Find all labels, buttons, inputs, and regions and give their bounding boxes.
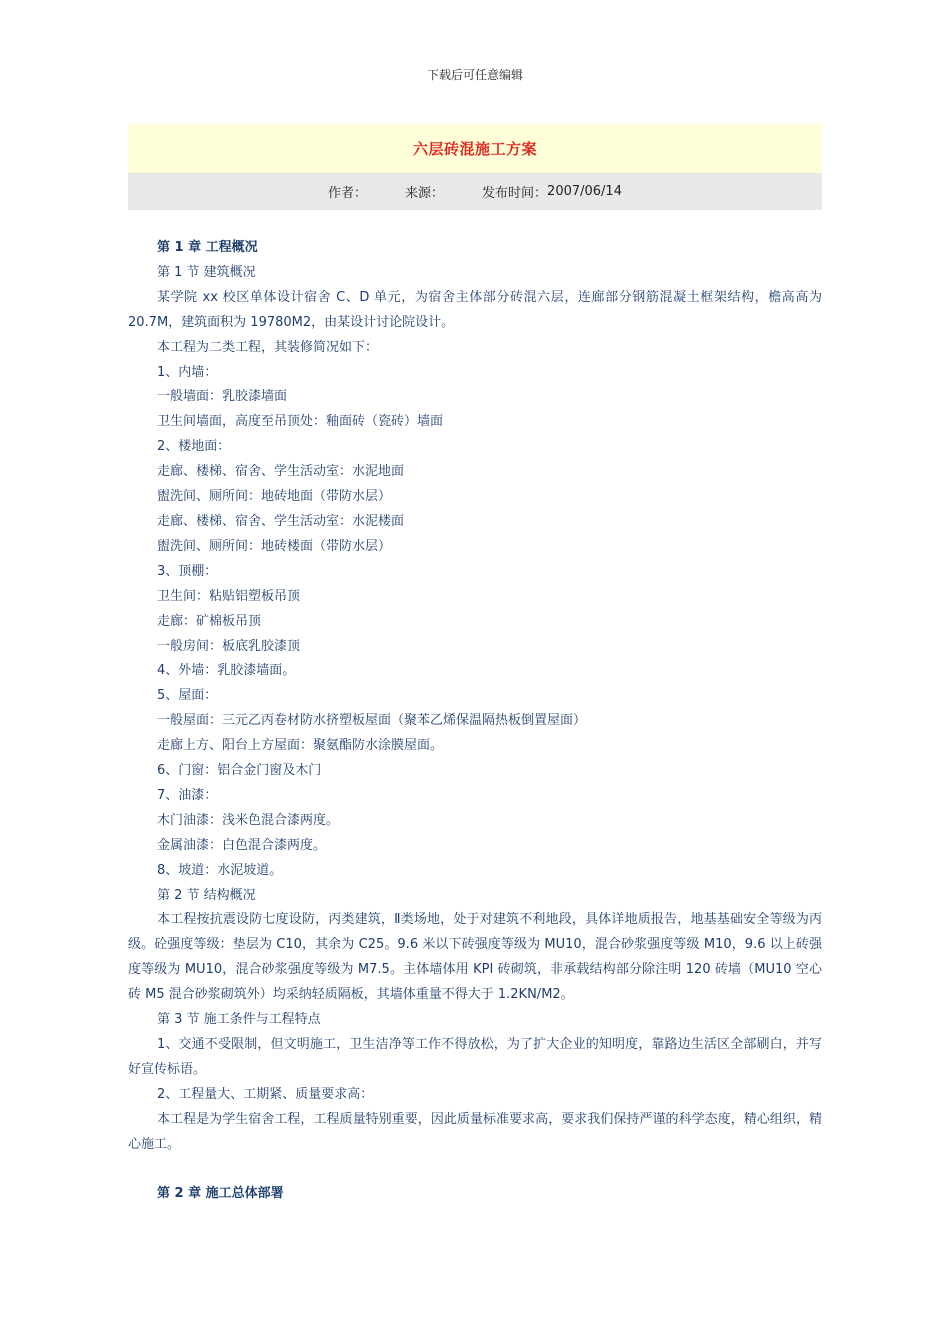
article-meta xyxy=(128,173,822,210)
list-item: 盥洗间、厕所间：地砖楼面（带防水层） xyxy=(157,538,392,554)
date-label: 发布时间： xyxy=(482,186,548,201)
list-item: 卫生间墙面，高度至吊顶处：釉面砖（瓷砖）墙面 xyxy=(157,414,444,430)
list-item: 2、楼地面： xyxy=(157,439,231,455)
source-label: 来源： xyxy=(405,186,445,201)
list-item: 3、顶棚： xyxy=(157,563,218,579)
list-item: 4、外墙：乳胶漆墙面。 xyxy=(157,663,296,679)
list-item: 1、内墙： xyxy=(157,364,218,380)
paragraph: 本工程为二类工程，其装修简况如下： xyxy=(157,339,379,355)
header-note: 下载后可任意编辑 xyxy=(426,68,523,82)
date-value: 2007/06/14 xyxy=(547,184,622,199)
list-item: 一般墙面：乳胶漆墙面 xyxy=(157,389,288,405)
list-item: 7、油漆： xyxy=(157,787,218,803)
paragraph: 1、交通不受限制，但文明施工，卫生洁净等工作不得放松，为了扩大企业的知明度，靠路边生活区全部刷白，并写好宣传标语。 xyxy=(128,1037,822,1077)
list-item: 卫生间：粘贴铝塑板吊顶 xyxy=(157,588,301,604)
list-item: 走廊、楼梯、宿舍、学生活动室：水泥地面 xyxy=(157,464,405,480)
spacer xyxy=(128,1158,822,1183)
list-item: 6、门窗：铝合金门窗及木门 xyxy=(157,763,322,779)
page-title: 六层砖混施工方案 xyxy=(412,140,537,158)
document-body xyxy=(128,236,822,1207)
paragraph: 本工程是为学生宿舍工程，工程质量特别重要，因此质量标准要求高，要求我们保持严谨的科学态度，精心组织，精心施工。 xyxy=(128,1111,822,1152)
list-item: 5、屋面： xyxy=(157,688,218,704)
section-heading: 第 1 节 建筑概况 xyxy=(157,264,256,280)
list-item: 金属油漆：白色混合漆两度。 xyxy=(157,837,327,853)
paragraph: 某学院 xx 校区单体设计宿舍 C、D 单元，为宿舍主体部分砖混六层，连廊部分钢筋混凝土框架结构，檐高高为 20.7M，建筑面积为 19780M2，由某设计讨论院设计。 xyxy=(128,289,822,330)
author-label: 作者： xyxy=(328,186,368,201)
chapter-heading: 第 1 章 工程概况 xyxy=(157,240,258,255)
section-heading: 第 3 节 施工条件与工程特点 xyxy=(157,1012,321,1028)
list-item: 一般屋面：三元乙丙卷材防水挤塑板屋面（聚苯乙烯保温隔热板倒置屋面） xyxy=(157,713,587,729)
title-banner xyxy=(128,124,822,173)
list-item: 一般房间：板底乳胶漆顶 xyxy=(157,638,301,654)
list-item: 走廊：矿棉板吊顶 xyxy=(157,613,262,629)
list-item: 8、坡道：水泥坡道。 xyxy=(157,862,283,878)
section-heading: 第 2 节 结构概况 xyxy=(157,887,256,903)
paragraph: 2、工程量大、工期紧、质量要求高： xyxy=(157,1086,374,1102)
list-item: 走廊、楼梯、宿舍、学生活动室：水泥楼面 xyxy=(157,513,405,529)
list-item: 盥洗间、厕所间：地砖地面（带防水层） xyxy=(157,489,392,505)
list-item: 木门油漆：浅米色混合漆两度。 xyxy=(157,812,340,828)
list-item: 走廊上方、阳台上方屋面：聚氨酯防水涂膜屋面。 xyxy=(157,738,444,754)
chapter-heading: 第 2 章 施工总体部署 xyxy=(157,1186,284,1202)
paragraph: 本工程按抗震设防七度设防，丙类建筑，Ⅱ类场地，处于对建筑不利地段，具体详地质报告，地基基础安全等级为丙级。砼强度等级：垫层为 C10，其余为 C25。9.6 米以下砖强度等级为 MU10，混合砂浆强度等级 M10，9.6 以上砖强度等级为 MU10，混合砂浆强度等级为 M7.5。主体墙体用 KPI 砖砌筑，非承载结构部分除注明 120 砖墙（MU10 空心砖 M5 混合砂浆砌筑外）均采纳轻质隔板，其墙体重量不得大于 1.2KN/M2。 xyxy=(128,912,822,1003)
